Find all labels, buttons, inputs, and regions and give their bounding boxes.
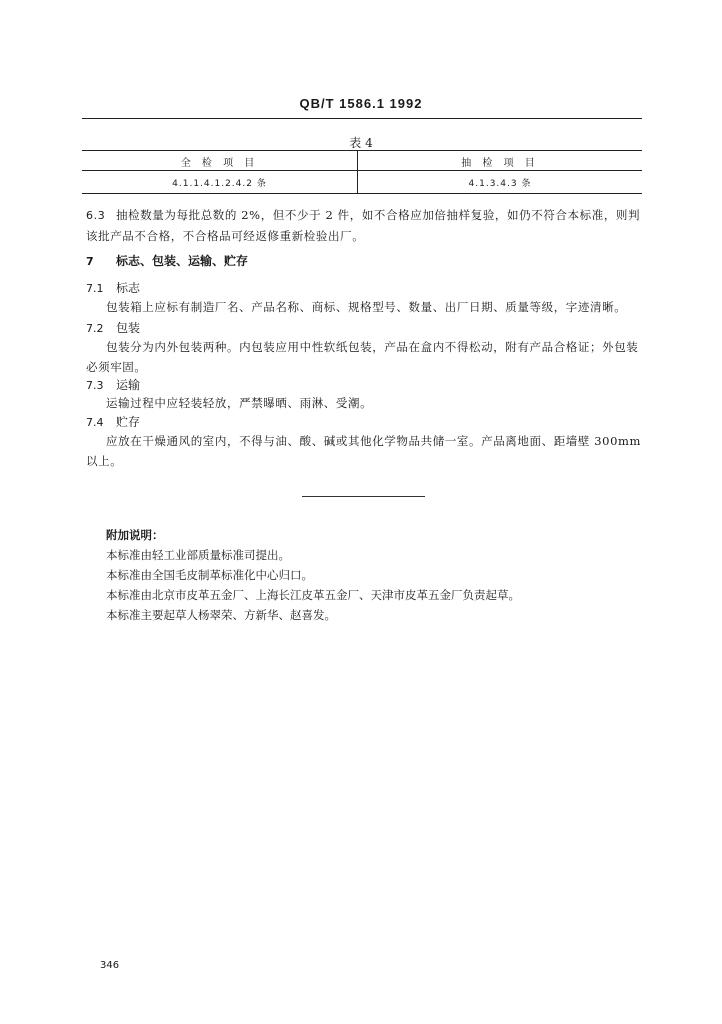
section-7-4-line-1: 应放在干燥通风的室内，不得与油、酸、碱或其他化学物品共储一室。产品离地面、距墙壁 300mm <box>106 434 642 448</box>
section-6-3-line-2: 该批产品不合格，不合格品可经返修重新检验出厂。 <box>86 229 365 243</box>
section-7-2-line-1: 包装分为内外包装两种。内包装应用中性软纸包装，产品在盒内不得松动，附有产品合格证；外包装 <box>106 340 639 354</box>
header-rule <box>82 118 642 119</box>
page-number: 346 <box>100 960 120 971</box>
appendix-line-3: 本标准由北京市皮革五金厂、上海长江皮革五金厂、天津市皮革五金厂负责起草。 <box>106 588 520 602</box>
section-6-3 <box>86 205 646 246</box>
end-of-text-separator <box>302 496 425 497</box>
section-7-title: 标志、包装、运输、贮存 <box>116 254 249 268</box>
appendix-title: 附加说明： <box>106 528 164 542</box>
section-7-2-title: 包装 <box>116 321 141 335</box>
section-7-4-line-2: 以上。 <box>86 454 123 468</box>
section-7-2-text <box>86 337 646 377</box>
appendix-notes <box>106 525 646 625</box>
table-header-full-inspection: 全 检 项 目 <box>180 158 259 169</box>
table-bottom-rule <box>82 193 642 194</box>
section-number: 7.1 <box>86 282 104 295</box>
section-7-4-title: 贮存 <box>116 415 141 429</box>
section-7-1-heading <box>86 279 140 296</box>
table-cell-sampling-clauses: 4.1.3.4.3 条 <box>468 179 532 189</box>
section-7-2-heading <box>86 319 140 336</box>
table-top-rule <box>82 150 642 151</box>
section-7-heading <box>86 252 248 269</box>
section-number: 7 <box>86 255 94 268</box>
table-header-rule <box>82 170 642 171</box>
appendix-line-1: 本标准由轻工业部质量标准司提出。 <box>106 548 290 562</box>
section-7-1-text: 包装箱上应标有制造厂名、产品名称、商标、规格型号、数量、出厂日期、质量等级，字迹清晰。 <box>106 300 627 314</box>
section-number: 7.4 <box>86 416 104 429</box>
section-7-4-text <box>86 431 646 471</box>
section-7-3-text: 运输过程中应轻装轻放，严禁曝晒、雨淋、受潮。 <box>106 396 373 410</box>
section-number: 6.3 <box>86 209 106 222</box>
section-7-3-title: 运输 <box>116 378 141 392</box>
table-header-sampling-inspection: 抽 检 项 目 <box>461 158 539 169</box>
section-6-3-line-1: 抽检数量为每批总数的 2%，但不少于 2 件，如不合格应加倍抽样复验，如仍不符合本标准，则判 <box>116 208 641 222</box>
appendix-line-2: 本标准由全国毛皮制革标准化中心归口。 <box>106 568 313 582</box>
section-7-4-heading <box>86 413 140 430</box>
table-cell-full-inspection-clauses: 4.1.1.4.1.2.4.2 条 <box>172 179 267 189</box>
section-number: 7.2 <box>86 322 104 335</box>
section-number: 7.3 <box>86 379 104 392</box>
appendix-line-4: 本标准主要起草人杨翠荣、方新华、赵喜发。 <box>106 608 336 622</box>
section-7-3-heading <box>86 376 140 393</box>
section-7-2-line-2: 必须牢固。 <box>86 360 147 374</box>
table-title: 表 4 <box>349 136 373 150</box>
section-7-1-title: 标志 <box>116 281 141 295</box>
standard-code-header: QB/T 1586.1 1992 <box>299 96 423 111</box>
